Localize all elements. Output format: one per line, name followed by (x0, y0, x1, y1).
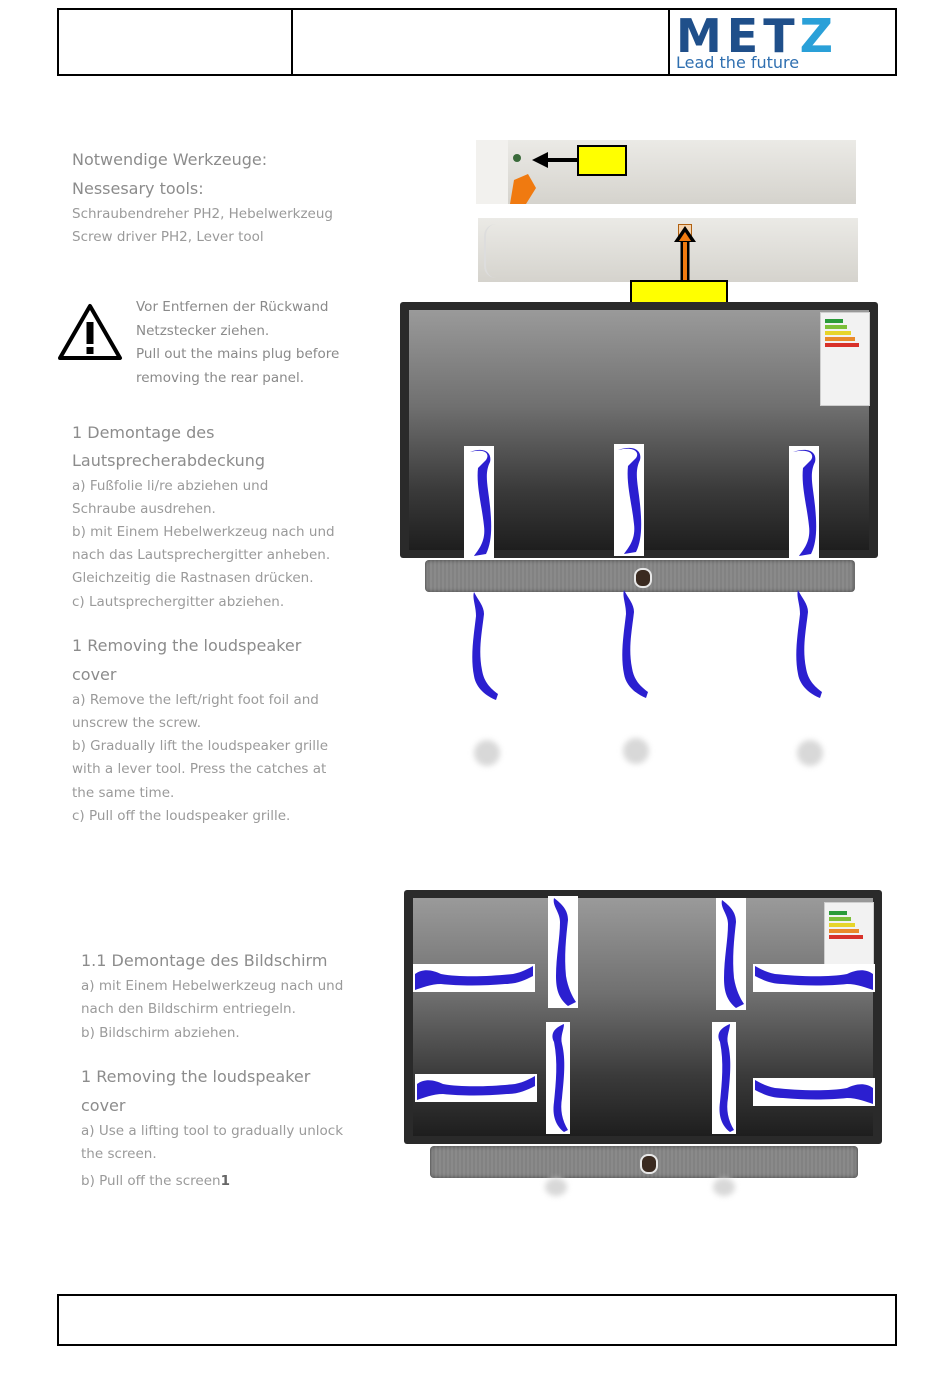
section1-en-title: 1 Removing the loudspeaker (72, 636, 302, 655)
tools-title-de: Notwendige Werkzeuge: (72, 150, 268, 169)
lever-tool-icon (546, 1022, 570, 1134)
soundbar-logo (634, 568, 652, 588)
section11-en-title: 1 Removing the loudspeaker (81, 1067, 311, 1086)
lever-tool-icon (620, 588, 654, 698)
footer-box (57, 1294, 897, 1346)
blurred-marker (713, 1178, 735, 1196)
lever-tool-icon (794, 588, 828, 698)
section11-de-step: b) Bildschirm abziehen. (81, 1025, 240, 1041)
cable-shape (484, 224, 516, 278)
section1-en-step: a) Remove the left/right foot foil and (72, 692, 319, 708)
energy-label (820, 312, 870, 406)
energy-label (824, 902, 874, 970)
warning-line: Vor Entfernen der Rückwand (136, 299, 329, 315)
lever-tool-icon (506, 170, 546, 204)
photo-edge (476, 140, 508, 204)
section1-de-title: Lautsprecherabdeckung (72, 451, 266, 470)
blurred-marker (545, 1178, 567, 1196)
section1-en-step: the same time. (72, 785, 175, 801)
section1-de-step: b) mit Einem Hebelwerkzeug nach und (72, 524, 335, 540)
section11-de-step: nach den Bildschirm entriegeln. (81, 1001, 296, 1017)
section11-en-step (81, 1170, 230, 1193)
tools-title-en: Nessesary tools: (72, 179, 204, 198)
section11-en-step-text: b) Pull off the screen (81, 1173, 221, 1189)
soundbar (430, 1146, 858, 1178)
warning-line: Pull out the mains plug before (136, 346, 340, 362)
soundbar-logo (640, 1154, 658, 1174)
metz-logo (670, 8, 895, 74)
header-divider (291, 8, 293, 76)
lever-tool-icon (614, 444, 644, 556)
blurred-marker (623, 738, 649, 764)
section1-en-title: cover (72, 665, 117, 684)
section1-de-title: 1 Demontage des (72, 423, 215, 442)
section1-en-step: with a lever tool. Press the catches at (72, 761, 327, 777)
lever-tool-icon (470, 590, 504, 700)
section1-en-step: c) Pull off the loudspeaker grille. (72, 808, 291, 824)
callout-label (577, 145, 627, 176)
warning-line: Netzstecker ziehen. (136, 323, 270, 339)
lever-tool-icon (753, 1078, 875, 1106)
section1-en-step: b) Gradually lift the loudspeaker grille (72, 738, 329, 754)
section1-en-step: unscrew the screw. (72, 715, 202, 731)
section1-de-step: nach das Lautsprechergitter anheben. (72, 547, 331, 563)
section1-de-step: a) Fußfolie li/re abziehen und (72, 478, 269, 494)
detail-photo-catch (478, 218, 858, 282)
screw-hole (513, 154, 521, 162)
lever-tool-icon (753, 964, 875, 992)
lever-tool-icon (716, 898, 746, 1010)
section11-de-step: a) mit Einem Hebelwerkzeug nach und (81, 978, 344, 994)
section11-en-title: cover (81, 1096, 126, 1115)
blurred-marker (474, 740, 500, 766)
arrow-up-icon (672, 224, 698, 286)
section11-en-step: a) Use a lifting tool to gradually unlock (81, 1123, 344, 1139)
section1-de-step: c) Lautsprechergitter abziehen. (72, 594, 285, 610)
tools-list-en: Screw driver PH2, Lever tool (72, 229, 264, 245)
lever-tool-icon (548, 896, 578, 1008)
section1-de-step: Schraube ausdrehen. (72, 501, 216, 517)
section11-en-step: the screen. (81, 1146, 157, 1162)
warning-triangle-icon (57, 302, 123, 362)
lever-tool-icon (413, 964, 535, 992)
section11-de-title: 1.1 Demontage des Bildschirm (81, 951, 328, 970)
tools-list-de: Schraubendreher PH2, Hebelwerkzeug (72, 206, 333, 222)
blurred-marker (797, 740, 823, 766)
logo-tagline: Lead the future (676, 53, 800, 72)
lever-tool-icon (789, 446, 819, 558)
lever-tool-icon (712, 1022, 736, 1134)
logo-brand-text: METZ (676, 9, 838, 63)
lever-tool-icon (415, 1074, 537, 1102)
warning-line: removing the rear panel. (136, 370, 304, 386)
section1-de-step: Gleichzeitig die Rastnasen drücken. (72, 570, 314, 586)
section11-en-suffix: 1 (220, 1173, 230, 1189)
lever-tool-icon (464, 446, 494, 558)
